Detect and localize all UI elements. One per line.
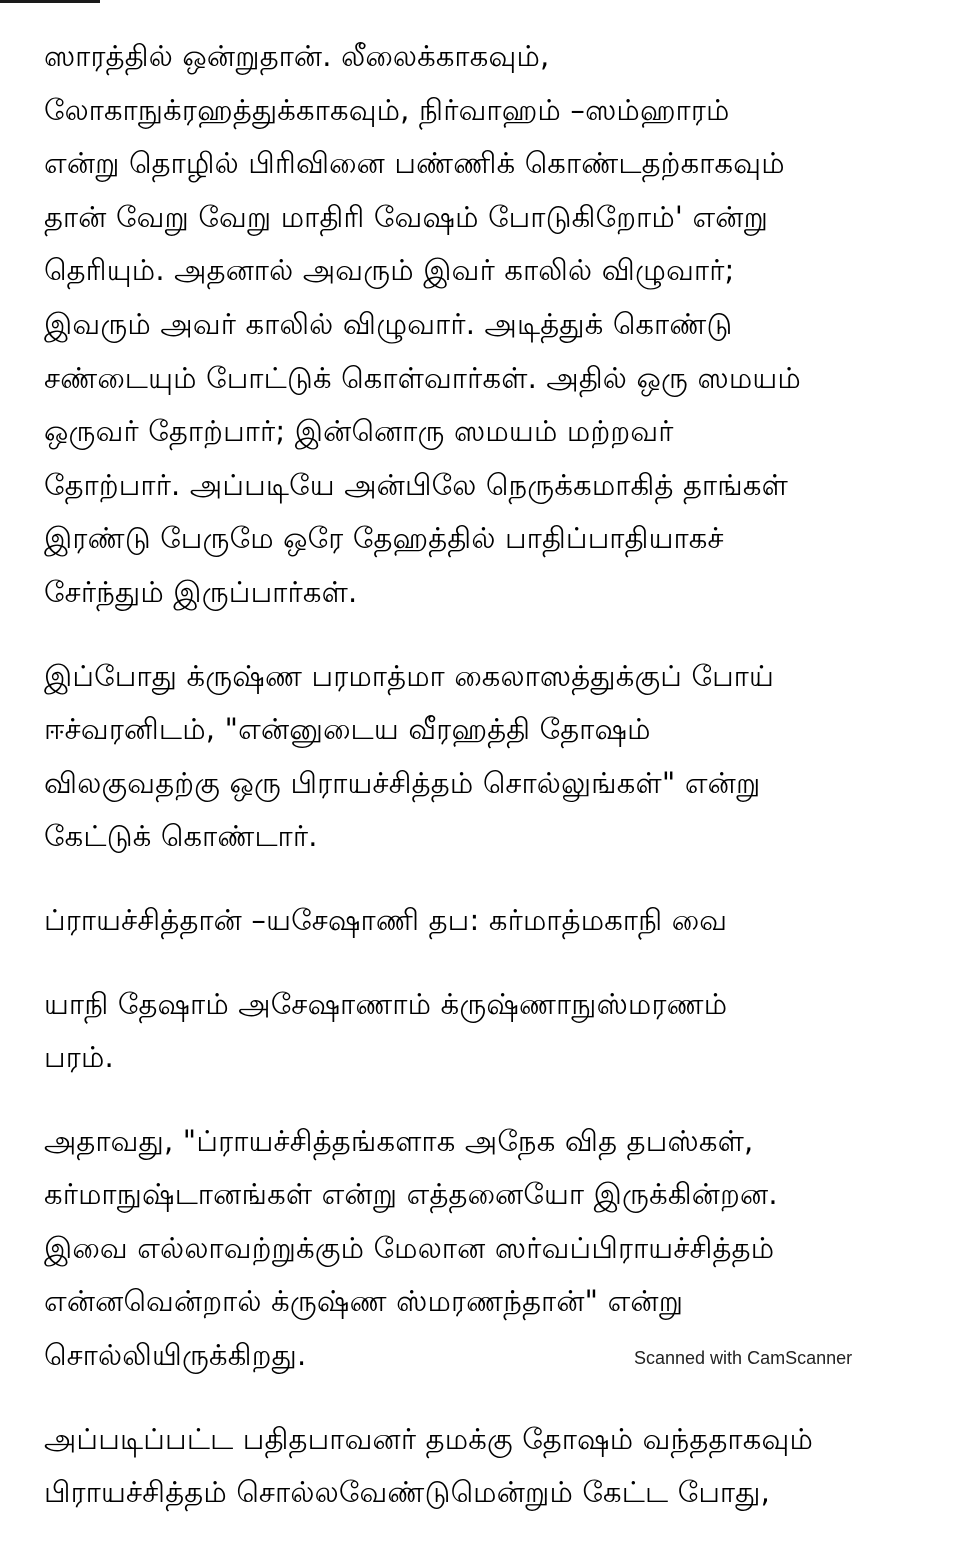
text-line: சண்டையும் போட்டுக் கொள்வார்கள். அதில் ஒரு ஸமயம்	[44, 360, 801, 395]
text-line: தெரியும். அதனால் அவரும் இவர் காலில் விழுவார்;	[44, 253, 735, 288]
text-line: ஈச்வரனிடம், "என்னுடைய வீரஹத்தி தோஷம்	[44, 712, 651, 747]
sloka-line-2	[44, 978, 944, 1085]
paragraph	[44, 650, 944, 864]
text-line: என்னவென்றால் க்ருஷ்ண ஸ்மரணந்தான்" என்று	[44, 1284, 684, 1319]
text-line: ஸாரத்தில் ஒன்றுதான். லீலைக்காகவும்,	[44, 39, 550, 73]
text-line: இவை எல்லாவற்றுக்கும் மேலான ஸர்வப்பிராயச்சித்தம்	[44, 1230, 775, 1265]
text-line: யாநி தேஷாம் அசேஷாணாம் க்ருஷ்ணாநுஸ்மரணம்	[44, 986, 728, 1021]
text-line: லோகாநுக்ரஹத்துக்காகவும், நிர்வாஹம் –ஸம்ஹாரம்	[44, 92, 730, 127]
sloka-line-1	[44, 894, 944, 948]
paragraph	[44, 1115, 944, 1383]
text-line: கேட்டுக் கொண்டார்.	[44, 819, 318, 854]
text-line: இரண்டு பேருமே ஒரே தேஹத்தில் பாதிப்பாதியாகச்	[44, 521, 724, 556]
text-line: சேர்ந்தும் இருப்பார்கள்.	[44, 574, 358, 609]
text-line: பிராயச்சித்தம் சொல்லவேண்டுமென்றும் கேட்ட போது,	[44, 1475, 771, 1510]
text-line: அதாவது, "ப்ராயச்சித்தங்களாக அநேக வித தபஸ்கள்,	[44, 1123, 754, 1158]
text-line: தான் வேறு வேறு மாதிரி வேஷம் போடுகிறோம்' என்று	[44, 199, 769, 234]
text-line: விலகுவதற்கு ஒரு பிராயச்சித்தம் சொல்லுங்கள்" என்று	[44, 765, 761, 800]
text-line: ஒருவர் தோற்பார்; இன்னொரு ஸமயம் மற்றவர்	[44, 414, 674, 449]
text-line: கர்மாநுஷ்டானங்கள் என்று எத்தனையோ இருக்கின்றன.	[44, 1177, 778, 1212]
text-line: இவரும் அவர் காலில் விழுவார். அடித்துக் கொண்டு	[44, 306, 733, 341]
document-page	[44, 30, 944, 1550]
text-line: என்று தொழில் பிரிவினை பண்ணிக் கொண்டதற்காகவும்	[44, 146, 785, 181]
text-line: இப்போது க்ருஷ்ண பரமாத்மா கைலாஸத்துக்குப் போய்	[44, 658, 775, 693]
paragraph	[44, 1413, 944, 1520]
scan-edge-mark	[0, 0, 100, 3]
paragraph	[44, 30, 944, 620]
text-line: ப்ராயச்சித்தான் –யசேஷாணி தப: கர்மாத்மகாநி வை	[44, 902, 728, 937]
text-line: தோற்பார். அப்படியே அன்பிலே நெருக்கமாகித் தாங்கள்	[44, 467, 788, 502]
text-line: அப்படிப்பட்ட பதிதபாவனர் தமக்கு தோஷம் வந்ததாகவும்	[44, 1421, 813, 1456]
scanner-watermark: Scanned with CamScanner	[634, 1348, 853, 1368]
text-line: பரம்.	[44, 1040, 114, 1075]
text-line: சொல்லியிருக்கிறது.	[44, 1338, 307, 1373]
